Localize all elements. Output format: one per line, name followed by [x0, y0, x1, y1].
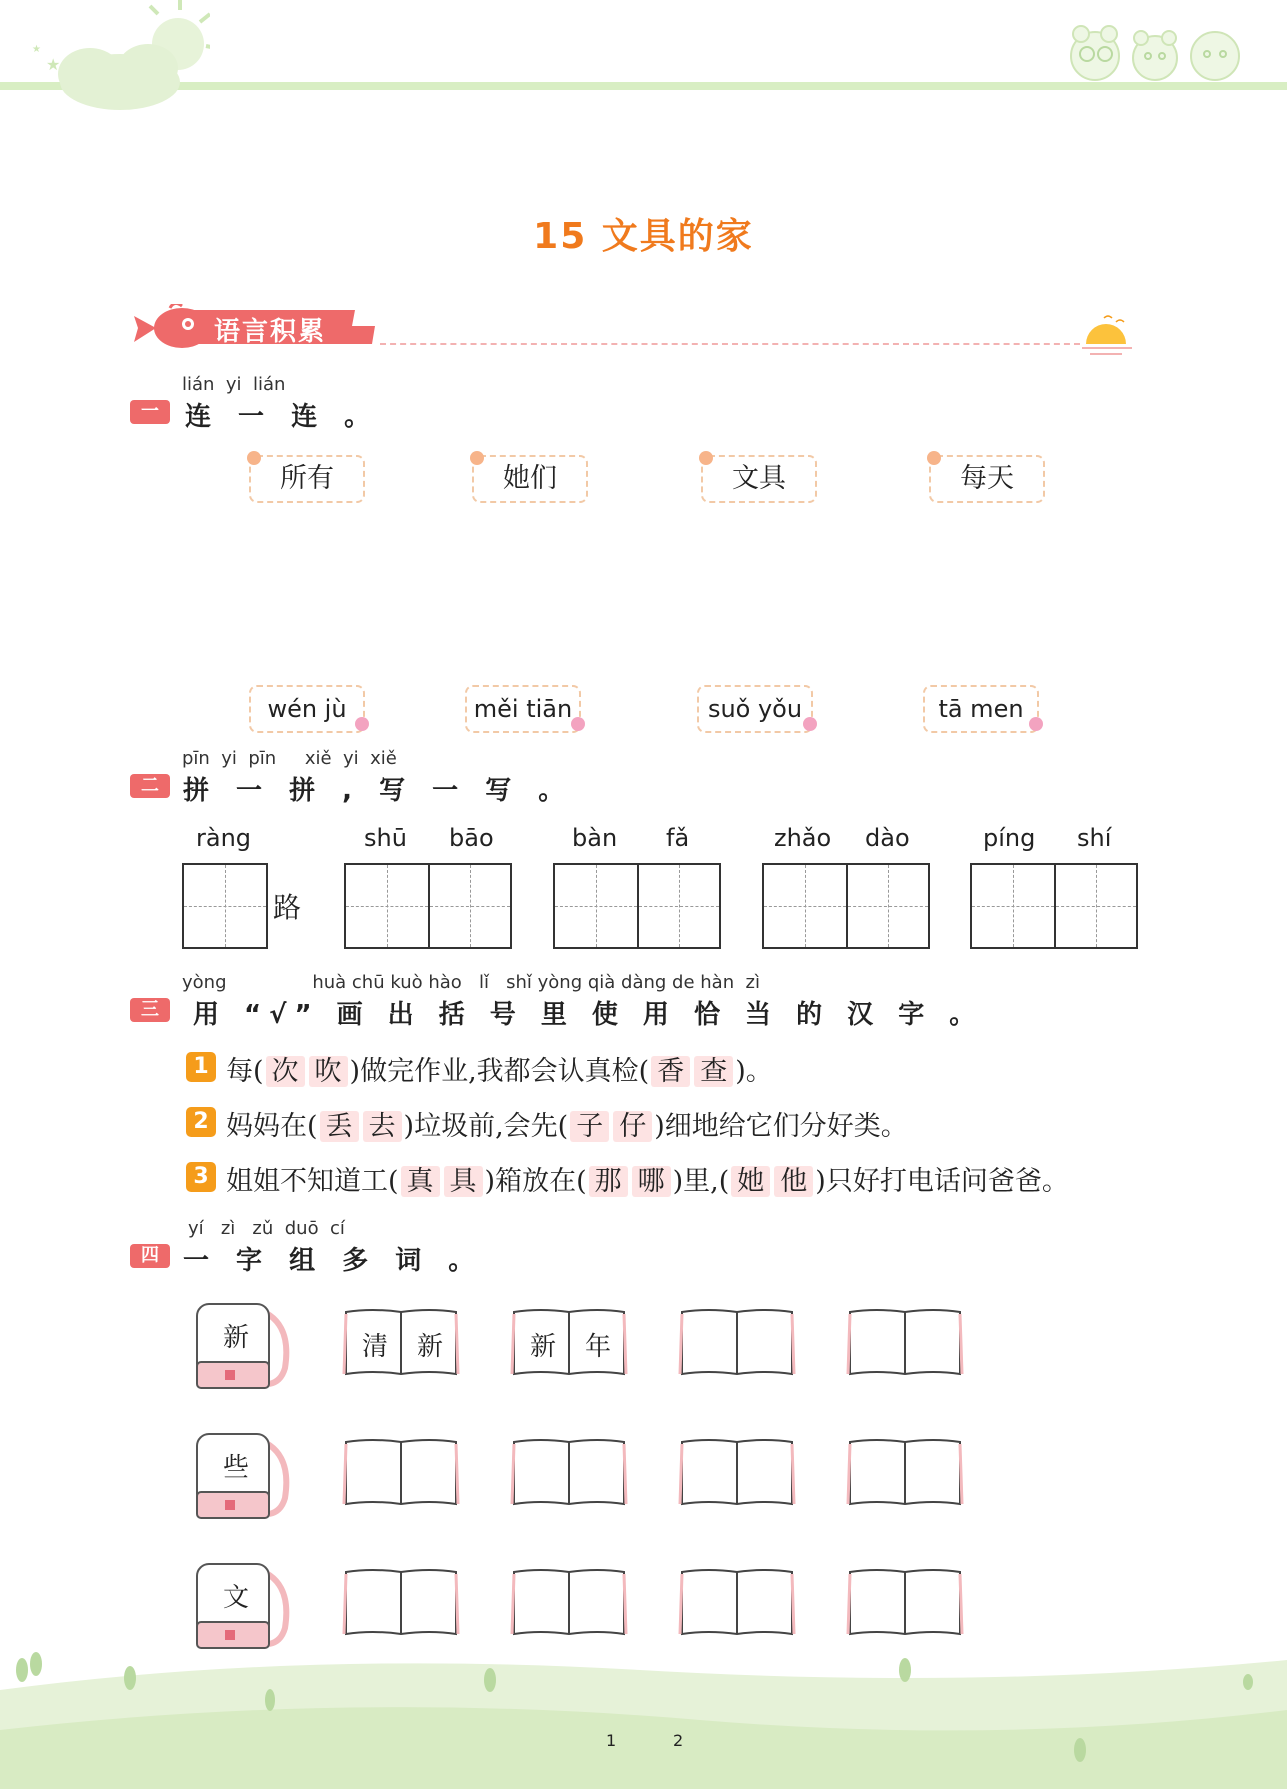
grid-pinyin: fǎ — [666, 824, 690, 852]
choice-option[interactable]: 查 — [694, 1056, 733, 1087]
item-number: 2 — [186, 1107, 216, 1137]
choice-option[interactable]: 他 — [774, 1166, 813, 1197]
choice-option[interactable]: 仔 — [613, 1111, 652, 1142]
choice-option[interactable]: 子 — [570, 1111, 609, 1142]
book-word: 年 — [584, 1332, 611, 1362]
text: )垃圾前,会先( — [403, 1111, 569, 1142]
page-title: 15 文具的家 — [533, 216, 754, 257]
item-number: 1 — [186, 1052, 216, 1082]
writing-grid[interactable] — [553, 863, 721, 949]
candy-icon — [244, 448, 264, 468]
grid-pinyin: shí — [1077, 824, 1112, 852]
book-answer-box[interactable] — [510, 1568, 628, 1638]
sun-cloud-decoration-icon — [20, 0, 210, 115]
text: 妈妈在( — [226, 1111, 318, 1142]
sentence-2 — [226, 1104, 908, 1143]
book-answer-box[interactable] — [846, 1438, 964, 1508]
book-answer-box[interactable] — [342, 1438, 460, 1508]
q4-badge: 四 — [130, 1244, 170, 1268]
key-character: 些 — [222, 1453, 249, 1483]
grid-pinyin: bāo — [449, 824, 494, 852]
choice-option[interactable]: 那 — [589, 1166, 628, 1197]
word-box[interactable]: 文具 — [701, 455, 817, 503]
writing-grid[interactable] — [182, 863, 268, 949]
text: 姐姐不知道工( — [226, 1166, 399, 1197]
sunset-icon — [1082, 312, 1132, 358]
text: )细地给它们分好类。 — [654, 1111, 908, 1142]
book-answer-box[interactable] — [342, 1568, 460, 1638]
text: )里,( — [672, 1166, 730, 1197]
text: )箱放在( — [484, 1166, 587, 1197]
writing-grid[interactable] — [970, 863, 1138, 949]
q2-instruction: 拼 一 拼 , 写 一 写 。 — [183, 776, 574, 806]
candy-icon — [467, 448, 487, 468]
page-number-right: 2 — [673, 1731, 684, 1750]
pinyin-box[interactable]: tā men — [923, 685, 1039, 733]
grid-pinyin: bàn — [572, 824, 618, 852]
pinyin-box[interactable]: wén jù — [249, 685, 365, 733]
grid-pinyin: shū — [364, 824, 407, 852]
page-number-left: 1 — [606, 1731, 617, 1750]
candy-icon — [1026, 714, 1046, 734]
pinyin-box[interactable]: měi tiān — [465, 685, 581, 733]
book-answer-box[interactable] — [678, 1568, 796, 1638]
q4-instruction: 一 字 组 多 词 。 — [183, 1246, 484, 1276]
candy-icon — [696, 448, 716, 468]
key-character: 文 — [222, 1583, 249, 1613]
q4-pinyin: yí zì zǔ duō cí — [188, 1218, 345, 1239]
grid-pinyin: zhǎo — [774, 824, 832, 852]
choice-option[interactable]: 具 — [444, 1166, 483, 1197]
writing-grid[interactable] — [762, 863, 930, 949]
writing-grid[interactable] — [344, 863, 512, 949]
choice-option[interactable]: 次 — [266, 1056, 305, 1087]
item-number: 3 — [186, 1162, 216, 1192]
q2-badge: 二 — [130, 774, 170, 798]
grid-pinyin: píng — [983, 824, 1036, 852]
grass-hills-decoration — [0, 1630, 1287, 1789]
book-answer-box[interactable] — [846, 1308, 964, 1378]
candy-icon — [800, 714, 820, 734]
candy-icon — [924, 448, 944, 468]
sentence-3 — [226, 1159, 1069, 1198]
text: )只好打电话问爸爸。 — [815, 1166, 1069, 1197]
text: )做完作业,我都会认真检( — [349, 1056, 650, 1087]
book-answer-box[interactable] — [510, 1438, 628, 1508]
choice-option[interactable]: 吹 — [309, 1056, 348, 1087]
book-word: 新 — [529, 1332, 556, 1362]
choice-option[interactable]: 真 — [401, 1166, 440, 1197]
candy-icon — [568, 714, 588, 734]
grid-pinyin: ràng — [196, 824, 252, 852]
word-box[interactable]: 每天 — [929, 455, 1045, 503]
choice-option[interactable]: 香 — [651, 1056, 690, 1087]
book-answer-box[interactable] — [846, 1568, 964, 1638]
book-word: 新 — [416, 1332, 443, 1362]
choice-option[interactable]: 哪 — [632, 1166, 671, 1197]
book-answer-box[interactable] — [678, 1308, 796, 1378]
candy-icon — [352, 714, 372, 734]
key-character: 新 — [222, 1323, 249, 1353]
q3-badge: 三 — [130, 998, 170, 1022]
section-divider — [380, 343, 1080, 345]
grid-suffix: 路 — [273, 891, 302, 924]
q1-pinyin: lián yi lián — [182, 374, 286, 395]
word-box[interactable]: 所有 — [249, 455, 365, 503]
book-word: 清 — [361, 1332, 388, 1362]
choice-option[interactable]: 丢 — [320, 1111, 359, 1142]
q1-instruction: 连 一 连 。 — [185, 402, 380, 432]
book-answer-box[interactable] — [678, 1438, 796, 1508]
choice-option[interactable]: 她 — [731, 1166, 770, 1197]
choice-option[interactable]: 去 — [363, 1111, 402, 1142]
svg-text:★: ★ — [46, 55, 61, 74]
sentence-1 — [226, 1049, 773, 1088]
word-box[interactable]: 她们 — [472, 455, 588, 503]
q3-pinyin: yòng huà chū kuò hào lǐ shǐ yòng qià dàng de hàn zì — [182, 972, 761, 993]
section-banner-label: 语言积累 — [214, 317, 327, 347]
svg-text:★: ★ — [32, 44, 41, 55]
animals-decoration-icon — [1055, 22, 1255, 84]
text: )。 — [735, 1056, 773, 1087]
q1-badge: 一 — [130, 400, 170, 424]
q3-instruction: 用 “√” 画 出 括 号 里 使 用 恰 当 的 汉 字 。 — [193, 1000, 984, 1030]
q2-pinyin: pīn yi pīn xiě yi xiě — [182, 748, 397, 769]
grid-pinyin: dào — [865, 824, 910, 852]
pinyin-box[interactable]: suǒ yǒu — [697, 685, 813, 733]
text: 每( — [226, 1056, 264, 1087]
